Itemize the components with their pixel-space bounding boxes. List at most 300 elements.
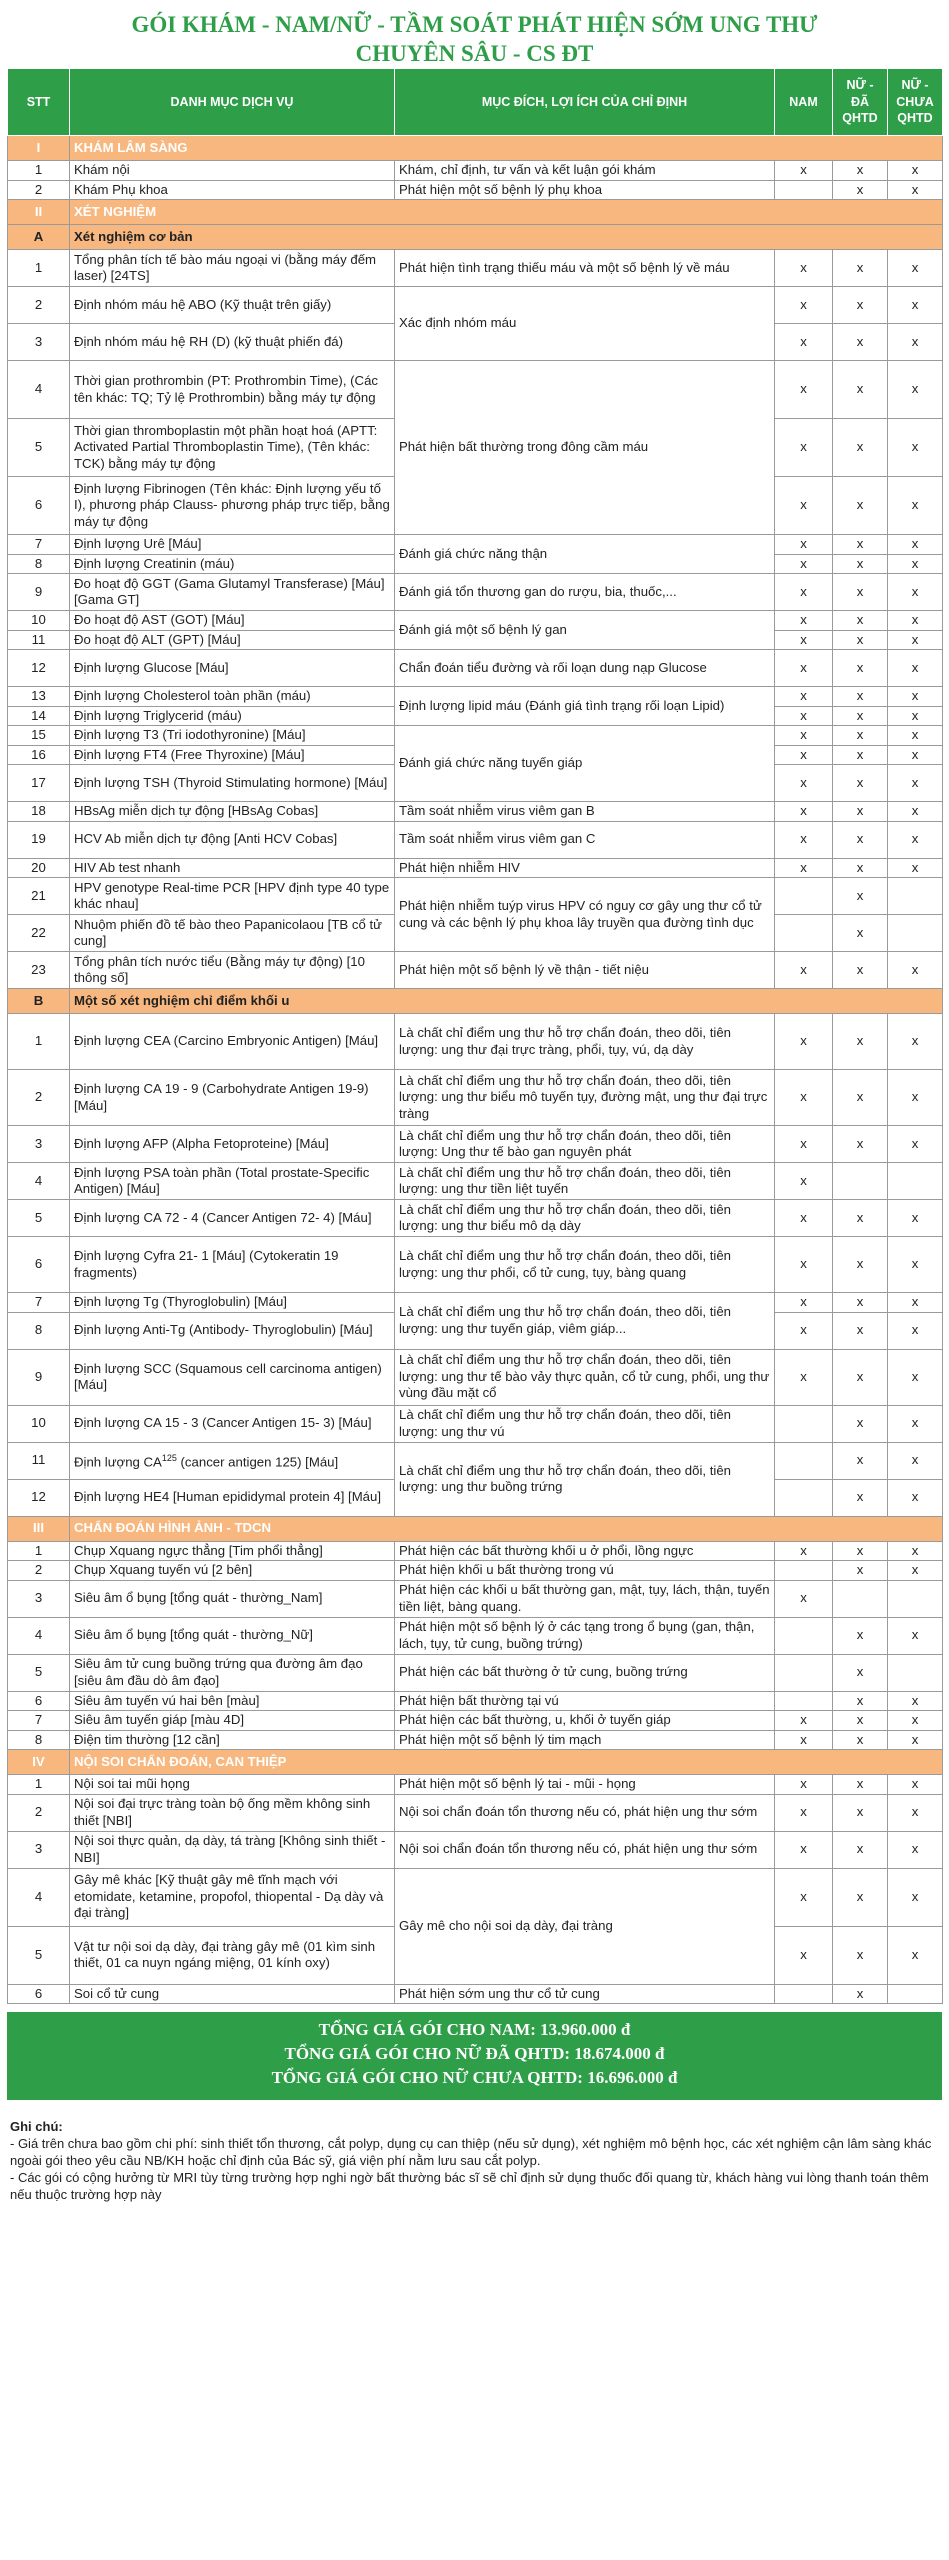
row-mark-nam: x <box>775 1237 833 1293</box>
row-stt: 6 <box>8 1237 70 1293</box>
row-mark-nam: x <box>775 574 833 611</box>
row-mark-nam: x <box>775 1868 833 1926</box>
section-row <box>8 1750 943 1775</box>
row-mark-nu-da: x <box>833 361 888 419</box>
row-mark-nu-da: x <box>833 1293 888 1313</box>
row-mark-nu-da: x <box>833 952 888 989</box>
row-purpose: Phát hiện các bất thường khối u ở phổi, lồng ngực <box>395 1541 775 1561</box>
section-number: B <box>8 989 70 1014</box>
row-mark-nu-da: x <box>833 324 888 361</box>
row-mark-nu-da: x <box>833 1775 888 1795</box>
row-mark-nu-da: x <box>833 1711 888 1731</box>
row-mark-nam <box>775 878 833 915</box>
row-mark-nam: x <box>775 1293 833 1313</box>
row-mark-nu-da: x <box>833 611 888 631</box>
row-mark-nu-da <box>833 1580 888 1617</box>
table-row <box>8 535 943 555</box>
table-row <box>8 1561 943 1581</box>
row-mark-nam: x <box>775 419 833 477</box>
section-label: KHÁM LÂM SÀNG <box>70 136 943 161</box>
row-mark-nu-chua: x <box>888 1617 943 1654</box>
row-mark-nam: x <box>775 1926 833 1984</box>
notes-title: Ghi chú: <box>10 2119 63 2134</box>
row-purpose: Phát hiện khối u bất thường trong vú <box>395 1561 775 1581</box>
row-mark-nu-da: x <box>833 1014 888 1070</box>
row-mark-nu-da: x <box>833 650 888 687</box>
row-service-name: HPV genotype Real-time PCR [HPV định type 40 type khác nhau] <box>70 878 395 915</box>
row-mark-nu-da: x <box>833 1691 888 1711</box>
row-purpose: Phát hiện một số bệnh lý tai - mũi - họng <box>395 1775 775 1795</box>
header-service: DANH MỤC DỊCH VỤ <box>70 69 395 136</box>
header-purpose: MỤC ĐÍCH, LỢI ÍCH CỦA CHỈ ĐỊNH <box>395 69 775 136</box>
row-mark-nu-chua: x <box>888 1691 943 1711</box>
row-stt: 11 <box>8 1442 70 1479</box>
row-mark-nu-chua: x <box>888 1711 943 1731</box>
row-purpose: Là chất chỉ điểm ung thư hỗ trợ chẩn đoán, theo dõi, tiên lượng: ung thư đại trực tràng, phổi, tụy, vú, dạ dày <box>395 1014 775 1070</box>
table-row <box>8 287 943 324</box>
row-service-name: Định lượng Cyfra 21- 1 [Máu] (Cytokeratin 19 fragments) <box>70 1237 395 1293</box>
row-mark-nam: x <box>775 1349 833 1405</box>
service-name-part: Định lượng CA <box>74 1454 162 1470</box>
row-service-name: Định lượng SCC (Squamous cell carcinoma antigen) [Máu] <box>70 1349 395 1405</box>
row-purpose: Phát hiện các bất thường ở tử cung, buồng trứng <box>395 1654 775 1691</box>
row-purpose: Là chất chỉ điểm ung thư hỗ trợ chẩn đoán, theo dõi, tiên lượng: Ung thư tế bào gan nguyên phát <box>395 1126 775 1163</box>
row-stt: 18 <box>8 802 70 822</box>
row-mark-nu-chua: x <box>888 1312 943 1349</box>
row-service-name: Đo hoạt độ GGT (Gama Glutamyl Transferase) [Máu] [Gama GT] <box>70 574 395 611</box>
row-service-name: Định lượng Triglycerid (máu) <box>70 706 395 726</box>
row-mark-nam: x <box>775 1794 833 1831</box>
row-service-name: Gây mê khác [Kỹ thuật gây mê tĩnh mạch với etomidate, ketamine, propofol, thiopental - Dạ dày và đại tràng] <box>70 1868 395 1926</box>
row-mark-nu-da: x <box>833 765 888 802</box>
row-mark-nam: x <box>775 745 833 765</box>
row-mark-nam <box>775 1654 833 1691</box>
row-stt: 9 <box>8 574 70 611</box>
row-mark-nam: x <box>775 1126 833 1163</box>
row-service-name: Định lượng Fibrinogen (Tên khác: Định lượng yếu tố I), phương pháp Clauss- phương pháp trực tiếp, bằng máy tự động <box>70 477 395 535</box>
row-service-name: Nội soi tai mũi họng <box>70 1775 395 1795</box>
section-row <box>8 136 943 161</box>
row-mark-nu-da: x <box>833 1442 888 1479</box>
section-label: CHẨN ĐOÁN HÌNH ẢNH - TDCN <box>70 1516 943 1541</box>
row-mark-nam: x <box>775 1775 833 1795</box>
row-service-name: Định lượng Cholesterol toàn phần (máu) <box>70 687 395 707</box>
row-stt: 4 <box>8 1163 70 1200</box>
table-row <box>8 1580 943 1617</box>
service-table <box>7 68 943 2004</box>
row-mark-nu-da: x <box>833 1561 888 1581</box>
table-row <box>8 821 943 858</box>
table-row <box>8 687 943 707</box>
row-mark-nu-chua: x <box>888 1293 943 1313</box>
notes <box>10 2118 939 2203</box>
row-mark-nu-da: x <box>833 1200 888 1237</box>
row-stt: 17 <box>8 765 70 802</box>
row-mark-nu-da: x <box>833 1794 888 1831</box>
row-service-name: Soi cổ tử cung <box>70 1984 395 2004</box>
page-title <box>0 0 949 68</box>
row-stt: 13 <box>8 687 70 707</box>
row-purpose: Là chất chỉ điểm ung thư hỗ trợ chẩn đoán, theo dõi, tiên lượng: ung thư biểu mô dạ dày <box>395 1200 775 1237</box>
row-mark-nu-chua: x <box>888 361 943 419</box>
row-mark-nam: x <box>775 630 833 650</box>
row-purpose: Gây mê cho nội soi dạ dày, đại tràng <box>395 1868 775 1984</box>
row-service-name: Tổng phân tích tế bào máu ngoại vi (bằng máy đếm laser) [24TS] <box>70 250 395 287</box>
row-mark-nu-da: x <box>833 915 888 952</box>
row-mark-nam <box>775 1691 833 1711</box>
row-mark-nu-chua: x <box>888 574 943 611</box>
row-mark-nam: x <box>775 287 833 324</box>
row-service-name: Siêu âm tuyến vú hai bên [màu] <box>70 1691 395 1711</box>
table-row <box>8 1070 943 1126</box>
subsection-row <box>8 989 943 1014</box>
table-row <box>8 1349 943 1405</box>
row-mark-nu-da: x <box>833 1926 888 1984</box>
row-mark-nam: x <box>775 161 833 181</box>
row-mark-nu-da <box>833 1163 888 1200</box>
row-mark-nu-da: x <box>833 706 888 726</box>
row-mark-nu-chua: x <box>888 1070 943 1126</box>
row-mark-nu-da: x <box>833 1984 888 2004</box>
row-stt: 12 <box>8 1479 70 1516</box>
note-1: - Giá trên chưa bao gồm chi phí: sinh thiết tổn thương, cắt polyp, dụng cụ can thiệp (nếu sử dụng), xét nghiệm mô bệnh học, các xét nghiệm cận lâm sàng khác ngoài gói theo yêu cầu NB/KH hoặc chỉ định của Bác sỹ, giá viện phí nằm lưu sau cắt polyp. <box>10 2136 932 2168</box>
row-purpose: Là chất chỉ điểm ung thư hỗ trợ chẩn đoán, theo dõi, tiên lượng: ung thư vú <box>395 1405 775 1442</box>
row-mark-nu-da: x <box>833 250 888 287</box>
row-mark-nam <box>775 1442 833 1479</box>
row-stt: 1 <box>8 250 70 287</box>
row-service-name: Định nhóm máu hệ ABO (Kỹ thuật trên giấy) <box>70 287 395 324</box>
row-mark-nu-chua: x <box>888 1405 943 1442</box>
row-mark-nam <box>775 915 833 952</box>
row-mark-nu-chua: x <box>888 180 943 200</box>
row-purpose: Là chất chỉ điểm ung thư hỗ trợ chẩn đoán, theo dõi, tiên lượng: ung thư buồng trứng <box>395 1442 775 1516</box>
row-service-name: Định lượng Urê [Máu] <box>70 535 395 555</box>
row-service-name: Nhuộm phiến đồ tế bào theo Papanicolaou [TB cổ tử cung] <box>70 915 395 952</box>
row-service-name: Định lượng Tg (Thyroglobulin) [Máu] <box>70 1293 395 1313</box>
row-purpose: Phát hiện nhiễm HIV <box>395 858 775 878</box>
row-mark-nu-chua: x <box>888 477 943 535</box>
row-mark-nu-da: x <box>833 630 888 650</box>
row-service-name: HCV Ab miễn dịch tự động [Anti HCV Cobas] <box>70 821 395 858</box>
section-row <box>8 1516 943 1541</box>
total-nu-da: TỔNG GIÁ GÓI CHO NỮ ĐÃ QHTD: 18.674.000 đ <box>284 2044 665 2063</box>
row-stt: 19 <box>8 821 70 858</box>
row-mark-nu-da: x <box>833 1126 888 1163</box>
table-row <box>8 1711 943 1731</box>
row-mark-nu-da: x <box>833 878 888 915</box>
row-service-name: Định lượng CA 19 - 9 (Carbohydrate Antigen 19-9) [Máu] <box>70 1070 395 1126</box>
table-row <box>8 1163 943 1200</box>
row-stt: 2 <box>8 1561 70 1581</box>
row-mark-nu-da: x <box>833 161 888 181</box>
row-mark-nu-da: x <box>833 1405 888 1442</box>
row-service-name: Định lượng CEA (Carcino Embryonic Antigen) [Máu] <box>70 1014 395 1070</box>
row-stt: 1 <box>8 1541 70 1561</box>
row-mark-nu-da: x <box>833 745 888 765</box>
row-purpose: Phát hiện bất thường tại vú <box>395 1691 775 1711</box>
row-service-name: Thời gian prothrombin (PT: Prothrombin Time), (Các tên khác: TQ; Tỷ lệ Prothrombin) bằng máy tự động <box>70 361 395 419</box>
total-nu-chua: TỔNG GIÁ GÓI CHO NỮ CHƯA QHTD: 16.696.000 đ <box>271 2068 678 2087</box>
table-row <box>8 1237 943 1293</box>
header-nu-da: NỮ - ĐÃ QHTD <box>833 69 888 136</box>
row-stt: 23 <box>8 952 70 989</box>
row-stt: 2 <box>8 287 70 324</box>
table-row <box>8 1730 943 1750</box>
row-mark-nu-chua: x <box>888 821 943 858</box>
row-mark-nu-chua: x <box>888 858 943 878</box>
row-mark-nam: x <box>775 554 833 574</box>
row-mark-nam: x <box>775 650 833 687</box>
table-row <box>8 1691 943 1711</box>
row-mark-nu-chua <box>888 878 943 915</box>
row-mark-nu-chua: x <box>888 287 943 324</box>
row-service-name: Siêu âm tuyến giáp [màu 4D] <box>70 1711 395 1731</box>
row-stt: 4 <box>8 1617 70 1654</box>
row-stt: 10 <box>8 611 70 631</box>
row-service-name: Định lượng PSA toàn phần (Total prostate-Specific Antigen) [Máu] <box>70 1163 395 1200</box>
row-mark-nam: x <box>775 1070 833 1126</box>
row-stt: 6 <box>8 1691 70 1711</box>
row-stt: 10 <box>8 1405 70 1442</box>
row-mark-nu-da: x <box>833 287 888 324</box>
table-row <box>8 1868 943 1926</box>
table-row <box>8 361 943 419</box>
table-row <box>8 161 943 181</box>
row-purpose: Nội soi chẩn đoán tổn thương nếu có, phát hiện ung thư sớm <box>395 1794 775 1831</box>
row-stt: 20 <box>8 858 70 878</box>
row-purpose: Nội soi chẩn đoán tổn thương nếu có, phát hiện ung thư sớm <box>395 1831 775 1868</box>
row-mark-nu-da: x <box>833 1654 888 1691</box>
row-mark-nu-chua <box>888 1580 943 1617</box>
row-mark-nu-chua: x <box>888 1561 943 1581</box>
row-stt: 12 <box>8 650 70 687</box>
row-purpose: Khám, chỉ định, tư vấn và kết luận gói khám <box>395 161 775 181</box>
row-mark-nu-chua: x <box>888 1926 943 1984</box>
title-line-1: GÓI KHÁM - NAM/NỮ - TẦM SOÁT PHÁT HIỆN SỚM UNG THƯ <box>131 12 818 37</box>
row-mark-nu-chua: x <box>888 1794 943 1831</box>
row-mark-nu-chua: x <box>888 611 943 631</box>
row-purpose: Đánh giá tổn thương gan do rượu, bia, thuốc,... <box>395 574 775 611</box>
row-stt: 7 <box>8 1293 70 1313</box>
row-purpose: Phát hiện các bất thường, u, khối ở tuyến giáp <box>395 1711 775 1731</box>
row-service-name: Định lượng AFP (Alpha Fetoproteine) [Máu] <box>70 1126 395 1163</box>
row-mark-nam: x <box>775 324 833 361</box>
row-mark-nam: x <box>775 250 833 287</box>
totals-box <box>7 2012 942 2100</box>
row-service-name: Định lượng TSH (Thyroid Stimulating hormone) [Máu] <box>70 765 395 802</box>
section-number: A <box>8 225 70 250</box>
row-purpose: Tầm soát nhiễm virus viêm gan C <box>395 821 775 858</box>
table-row <box>8 1126 943 1163</box>
row-stt: 2 <box>8 1070 70 1126</box>
row-mark-nu-da: x <box>833 1831 888 1868</box>
header-nam: NAM <box>775 69 833 136</box>
row-mark-nu-da: x <box>833 180 888 200</box>
table-row <box>8 878 943 915</box>
service-name-superscript: 125 <box>161 1453 177 1464</box>
header-nu-chua: NỮ - CHƯA QHTD <box>888 69 943 136</box>
total-nam: TỔNG GIÁ GÓI CHO NAM: 13.960.000 đ <box>318 2020 631 2039</box>
row-mark-nu-da: x <box>833 1617 888 1654</box>
row-mark-nu-chua: x <box>888 1349 943 1405</box>
subsection-row <box>8 225 943 250</box>
row-mark-nam: x <box>775 361 833 419</box>
table-row <box>8 1831 943 1868</box>
row-service-name: Định lượng FT4 (Free Thyroxine) [Máu] <box>70 745 395 765</box>
row-purpose: Là chất chỉ điểm ung thư hỗ trợ chẩn đoán, theo dõi, tiên lượng: ung thư tiền liệt tuyến <box>395 1163 775 1200</box>
row-mark-nu-da: x <box>833 802 888 822</box>
row-mark-nam: x <box>775 687 833 707</box>
row-stt: 1 <box>8 161 70 181</box>
row-mark-nam: x <box>775 1730 833 1750</box>
table-row <box>8 726 943 746</box>
table-row <box>8 1200 943 1237</box>
row-mark-nu-da: x <box>833 1237 888 1293</box>
row-service-name: Điện tim thường [12 cần] <box>70 1730 395 1750</box>
row-service-name: Định lượng T3 (Tri iodothyronine) [Máu] <box>70 726 395 746</box>
title-line-2: CHUYÊN SÂU - CS ĐT <box>355 41 594 66</box>
section-label: Một số xét nghiệm chỉ điểm khối u <box>70 989 943 1014</box>
row-service-name: Định lượng CA 72 - 4 (Cancer Antigen 72- 4) [Máu] <box>70 1200 395 1237</box>
row-stt: 21 <box>8 878 70 915</box>
section-label: XÉT NGHIỆM <box>70 200 943 225</box>
row-mark-nu-da: x <box>833 1868 888 1926</box>
row-mark-nu-da: x <box>833 858 888 878</box>
row-stt: 4 <box>8 361 70 419</box>
row-stt: 5 <box>8 1926 70 1984</box>
row-mark-nam: x <box>775 802 833 822</box>
table-row <box>8 611 943 631</box>
table-row <box>8 1405 943 1442</box>
row-service-name: Định lượng Anti-Tg (Antibody- Thyroglobulin) [Máu] <box>70 1312 395 1349</box>
row-purpose: Xác định nhóm máu <box>395 287 775 361</box>
table-row <box>8 858 943 878</box>
table-row <box>8 650 943 687</box>
table-row <box>8 1541 943 1561</box>
row-mark-nu-chua: x <box>888 1775 943 1795</box>
row-stt: 7 <box>8 535 70 555</box>
row-mark-nu-da: x <box>833 726 888 746</box>
row-service-name: Siêu âm ổ bụng [tổng quát - thường_Nữ] <box>70 1617 395 1654</box>
row-service-name: Nội soi đại trực tràng toàn bộ ống mềm không sinh thiết [NBI] <box>70 1794 395 1831</box>
row-purpose: Phát hiện một số bệnh lý ở các tạng trong ổ bụng (gan, thận, lách, tụy, tử cung, buồng trứng) <box>395 1617 775 1654</box>
row-service-name: Đo hoạt độ ALT (GPT) [Máu] <box>70 630 395 650</box>
row-mark-nam: x <box>775 858 833 878</box>
row-service-name: Siêu âm tử cung buồng trứng qua đường âm đạo [siêu âm đầu dò âm đạo] <box>70 1654 395 1691</box>
row-mark-nam: x <box>775 535 833 555</box>
row-stt: 14 <box>8 706 70 726</box>
section-number: III <box>8 1516 70 1541</box>
row-mark-nu-chua: x <box>888 554 943 574</box>
header-stt: STT <box>8 69 70 136</box>
section-label: Xét nghiệm cơ bản <box>70 225 943 250</box>
row-mark-nam: x <box>775 952 833 989</box>
row-mark-nam: x <box>775 477 833 535</box>
row-stt: 8 <box>8 1312 70 1349</box>
row-mark-nu-chua: x <box>888 650 943 687</box>
row-purpose: Là chất chỉ điểm ung thư hỗ trợ chẩn đoán, theo dõi, tiên lượng: ung thư phổi, cổ tử cung, tụy, bàng quang <box>395 1237 775 1293</box>
row-mark-nu-chua <box>888 915 943 952</box>
row-service-name: Tổng phân tích nước tiểu (Bằng máy tự động) [10 thông số] <box>70 952 395 989</box>
row-mark-nu-da: x <box>833 1312 888 1349</box>
row-mark-nu-chua: x <box>888 630 943 650</box>
row-mark-nu-chua: x <box>888 1541 943 1561</box>
row-service-name: Thời gian thromboplastin một phần hoạt hoá (APTT: Activated Partial Thromboplastin Time), (Tên khác: TCK) bằng máy tự động <box>70 419 395 477</box>
table-header-row <box>8 69 943 136</box>
row-purpose: Đánh giá chức năng tuyến giáp <box>395 726 775 802</box>
row-mark-nam <box>775 1561 833 1581</box>
row-mark-nam <box>775 1617 833 1654</box>
table-row <box>8 1775 943 1795</box>
row-mark-nu-chua: x <box>888 1126 943 1163</box>
row-mark-nu-chua <box>888 1984 943 2004</box>
row-stt: 16 <box>8 745 70 765</box>
row-stt: 9 <box>8 1349 70 1405</box>
row-mark-nam: x <box>775 1580 833 1617</box>
row-mark-nam: x <box>775 1200 833 1237</box>
row-service-name: Khám nội <box>70 161 395 181</box>
row-service-name: Định lượng CA 15 - 3 (Cancer Antigen 15- 3) [Máu] <box>70 1405 395 1442</box>
row-mark-nu-chua <box>888 1163 943 1200</box>
row-stt: 15 <box>8 726 70 746</box>
row-service-name: Đo hoạt độ AST (GOT) [Máu] <box>70 611 395 631</box>
row-mark-nu-chua: x <box>888 250 943 287</box>
row-mark-nu-chua: x <box>888 765 943 802</box>
row-mark-nu-da: x <box>833 554 888 574</box>
row-stt: 6 <box>8 477 70 535</box>
row-purpose: Phát hiện một số bệnh lý về thận - tiết niệu <box>395 952 775 989</box>
row-mark-nu-da: x <box>833 1541 888 1561</box>
table-row <box>8 1654 943 1691</box>
row-mark-nam: x <box>775 821 833 858</box>
row-stt: 2 <box>8 180 70 200</box>
row-mark-nam <box>775 1479 833 1516</box>
table-row <box>8 1293 943 1313</box>
table-row <box>8 250 943 287</box>
row-purpose: Phát hiện các khối u bất thường gan, mật, tụy, lách, thận, tuyến tiền liệt, bàng quang. <box>395 1580 775 1617</box>
row-mark-nam <box>775 1405 833 1442</box>
table-row <box>8 574 943 611</box>
row-stt: 5 <box>8 419 70 477</box>
section-number: II <box>8 200 70 225</box>
row-purpose: Đánh giá chức năng thận <box>395 535 775 574</box>
row-mark-nam: x <box>775 1711 833 1731</box>
row-stt: 3 <box>8 1831 70 1868</box>
row-mark-nu-chua: x <box>888 1014 943 1070</box>
row-purpose: Phát hiện sớm ung thư cổ tử cung <box>395 1984 775 2004</box>
table-row <box>8 952 943 989</box>
row-mark-nu-chua: x <box>888 535 943 555</box>
row-mark-nam: x <box>775 611 833 631</box>
section-row <box>8 200 943 225</box>
row-mark-nu-chua: x <box>888 1237 943 1293</box>
row-mark-nu-chua: x <box>888 802 943 822</box>
row-stt: 7 <box>8 1711 70 1731</box>
row-mark-nu-chua: x <box>888 324 943 361</box>
row-service-name: Định lượng Glucose [Máu] <box>70 650 395 687</box>
row-mark-nu-chua <box>888 1654 943 1691</box>
row-mark-nu-chua: x <box>888 952 943 989</box>
note-2: - Các gói có cộng hưởng từ MRI tùy từng trường hợp nghi ngờ bất thường bác sĩ sẽ chỉ định sử dụng thuốc đối quang từ, khách hàng vui lòng thanh toán thêm nếu thuộc trường hợp này <box>10 2170 929 2202</box>
row-purpose: Phát hiện nhiễm tuýp virus HPV có nguy cơ gây ung thư cổ tử cung và các bệnh lý phụ khoa lây truyền qua đường tình dục <box>395 878 775 952</box>
row-mark-nu-chua: x <box>888 1868 943 1926</box>
row-service-name: Chụp Xquang tuyến vú [2 bên] <box>70 1561 395 1581</box>
row-mark-nu-da: x <box>833 535 888 555</box>
row-purpose: Phát hiện một số bệnh lý phụ khoa <box>395 180 775 200</box>
row-mark-nam <box>775 1984 833 2004</box>
row-mark-nu-chua: x <box>888 161 943 181</box>
row-mark-nam: x <box>775 1163 833 1200</box>
